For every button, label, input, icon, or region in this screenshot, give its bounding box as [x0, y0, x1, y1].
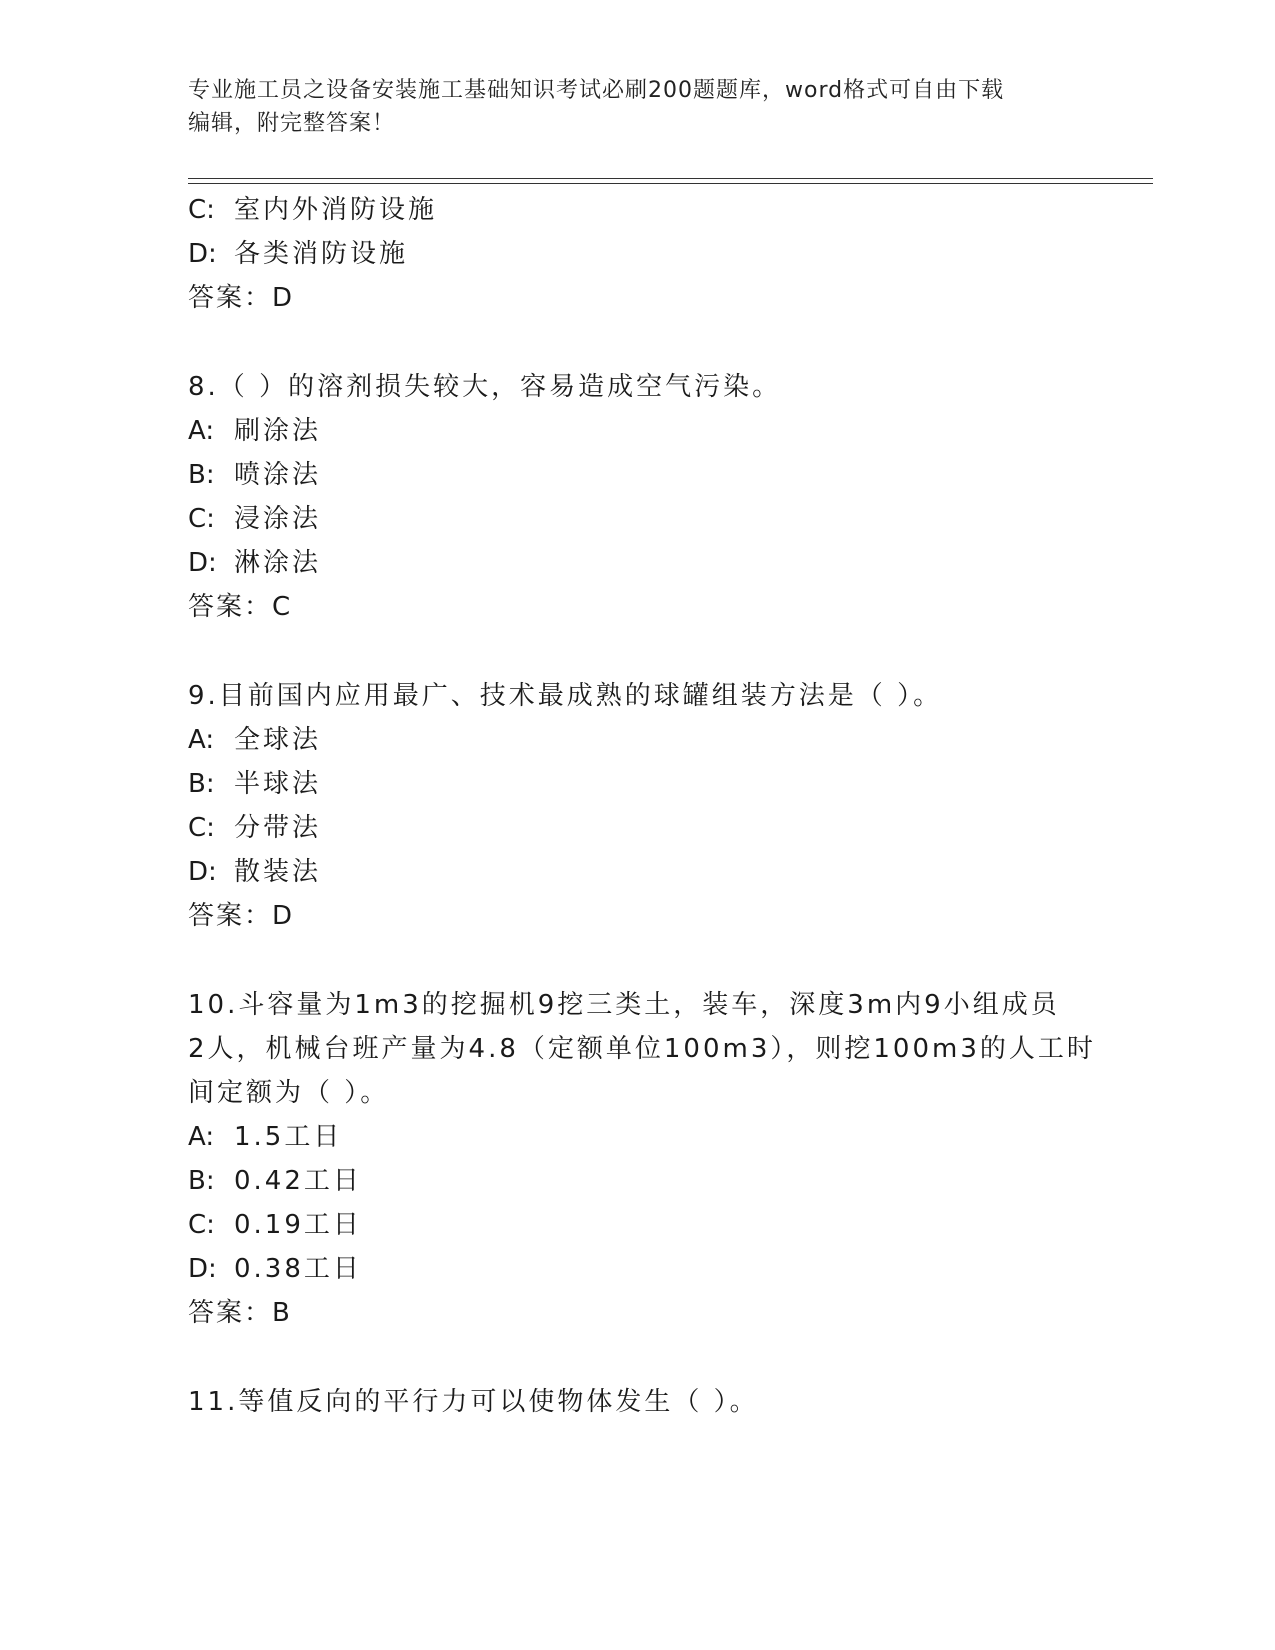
q7-option-d: D: 各类消防设施	[188, 239, 409, 269]
q10-option-a: A: 1.5工日	[188, 1122, 343, 1152]
q7-answer: 答案：D	[188, 283, 295, 313]
q10-answer: 答案：B	[188, 1298, 292, 1328]
q9-option-b: B: 半球法	[188, 769, 322, 799]
q8-option-c: C: 浸涂法	[188, 504, 322, 534]
header-divider-top	[188, 178, 1153, 179]
header-divider-bottom	[188, 183, 1153, 184]
q10-stem-line-1: 10.斗容量为1m3的挖掘机9挖三类土，装车，深度3m内9小组成员	[188, 990, 1060, 1020]
document-header	[188, 74, 1088, 140]
q10-stem-line-2: 2人，机械台班产量为4.8（定额单位100m3），则挖100m3的人工时	[188, 1034, 1096, 1064]
q7-option-c: C: 室内外消防设施	[188, 195, 438, 225]
q8-option-d: D: 淋涂法	[188, 548, 322, 578]
q8-stem: 8.（ ）的溶剂损失较大，容易造成空气污染。	[188, 372, 782, 402]
q10-option-b: B: 0.42工日	[188, 1166, 362, 1196]
q9-option-c: C: 分带法	[188, 813, 322, 843]
q9-option-a: A: 全球法	[188, 725, 322, 755]
q8-option-a: A: 刷涂法	[188, 416, 322, 446]
q9-option-d: D: 散装法	[188, 857, 322, 887]
header-line-2: 编辑，附完整答案！	[188, 111, 396, 136]
header-line-1: 专业施工员之设备安装施工基础知识考试必刷200题题库，word格式可自由下载	[188, 78, 1005, 103]
q11-stem: 11.等值反向的平行力可以使物体发生（ ）。	[188, 1387, 759, 1417]
q9-answer: 答案：D	[188, 901, 295, 931]
q10-option-d: D: 0.38工日	[188, 1254, 362, 1284]
q8-answer: 答案：C	[188, 592, 293, 622]
q10-option-c: C: 0.19工日	[188, 1210, 362, 1240]
q10-stem-line-3: 间定额为（ ）。	[188, 1078, 390, 1108]
q9-stem: 9.目前国内应用最广、技术最成熟的球罐组装方法是（ ）。	[188, 681, 943, 711]
q8-option-b: B: 喷涂法	[188, 460, 322, 490]
